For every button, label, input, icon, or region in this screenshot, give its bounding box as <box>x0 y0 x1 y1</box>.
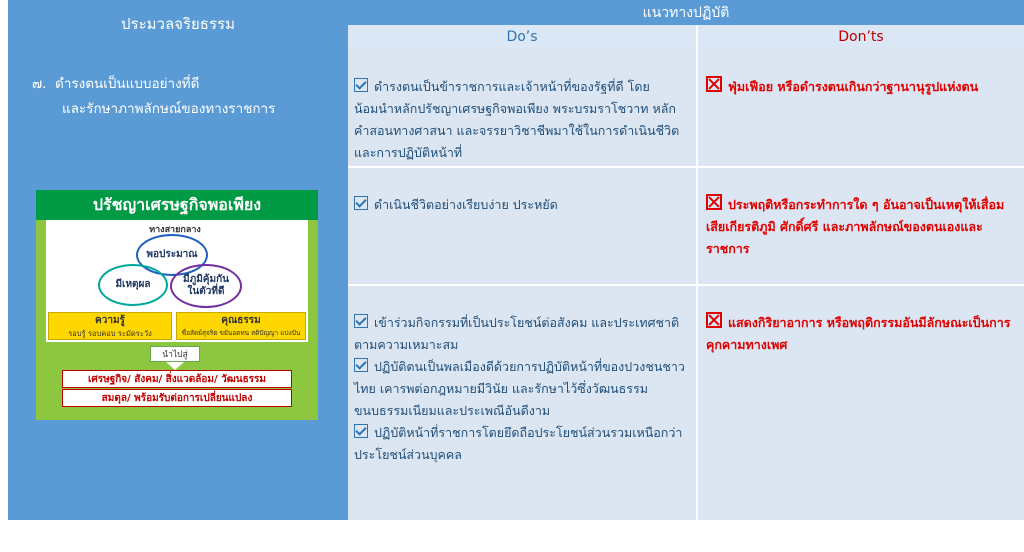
x-mark-icon <box>706 194 722 210</box>
dos-item-block <box>354 422 686 466</box>
checkbox-icon <box>354 424 368 438</box>
dos-header: Do’s <box>348 25 696 48</box>
virtue-box <box>176 312 306 340</box>
checkbox-icon <box>354 196 368 210</box>
knowledge-title: ความรู้ <box>95 315 125 326</box>
dos-item-block <box>354 312 686 356</box>
middle-path-label: ทางสายกลาง <box>149 225 201 235</box>
arrow-label: นำไปสู่ <box>162 350 188 360</box>
immunity-circle <box>170 264 242 308</box>
donts-header: Don’ts <box>697 25 1024 48</box>
leads-to-arrow <box>150 346 200 362</box>
dont-item: ประพฤติหรือกระทำการใด ๆ อันอาจเป็นเหตุให้เสื่อมเสียเกียรติภูมิ ศักดิ์ศรี และภาพลักษณ์ของตนเองและราชการ <box>706 197 1005 256</box>
result-box-2 <box>62 389 292 407</box>
checkbox-icon <box>354 358 368 372</box>
x-mark-icon <box>706 312 722 328</box>
result-box-1 <box>62 370 292 388</box>
reasonableness-circle <box>98 264 168 306</box>
reasonableness-label: มีเหตุผล <box>115 279 151 290</box>
diagram-title: ปรัชญาเศรษฐกิจพอเพียง <box>36 190 318 220</box>
row-divider-1 <box>348 166 1024 168</box>
dont-row-2 <box>706 194 1018 260</box>
virtue-desc: ซื่อสัตย์สุจริต ขยันอดทน สติปัญญา แบ่งปัน <box>181 329 301 337</box>
dos-row-2 <box>354 194 686 216</box>
dos-item: ปฏิบัติตนเป็นพลเมืองดีด้วยการปฏิบัติหน้าที่ของปวงชนชาวไทย เคารพต่อกฎหมายมีวินัย และรักษาไว้ซึ่งวัฒนธรรม ขนบธรรมเนียมและประเพณีอันดีงาม <box>354 359 685 418</box>
result-label-2: สมดุล/ พร้อมรับต่อการเปลี่ยนแปลง <box>101 392 253 404</box>
knowledge-desc: รอบรู้ รอบคอบ ระมัดระวัง <box>68 329 152 338</box>
dont-item: แสดงกิริยาอาการ หรือพฤติกรรมอันมีลักษณะเป็นการคุกคามทางเพศ <box>706 315 1011 352</box>
dos-row-1 <box>354 76 686 164</box>
dos-item: ปฏิบัติหน้าที่ราชการโดยยึดถือประโยชน์ส่วนรวมเหนือกว่าประโยชน์ส่วนบุคคล <box>354 425 683 462</box>
topic-line2: และรักษาภาพลักษณ์ของทางราชการ <box>62 101 276 117</box>
moderation-label: พอประมาณ <box>146 249 198 260</box>
row-divider-2 <box>348 284 1024 286</box>
dont-row-3 <box>706 312 1018 356</box>
dont-item: ฟุ่มเฟือย หรือดำรงตนเกินกว่าฐานานุรูปแห่งตน <box>728 79 979 94</box>
knowledge-box <box>48 312 172 340</box>
checkbox-icon <box>354 314 368 328</box>
arrow-down-icon <box>166 362 184 370</box>
principles-header: ประมวลจริยธรรม <box>8 0 348 48</box>
dos-row-3 <box>354 312 686 466</box>
topic-line1: ดำรงตนเป็นแบบอย่างที่ดี <box>55 76 200 92</box>
immunity-label: มีภูมิคุ้มกัน ในตัวที่ดี <box>183 274 229 297</box>
guidelines-header: แนวทางปฏิบัติ <box>348 0 1024 25</box>
result-label-1: เศรษฐกิจ/ สังคม/ สิ่งแวดล้อม/ วัฒนธรรม <box>87 373 267 385</box>
topic-item <box>32 72 332 122</box>
dont-row-1 <box>706 76 1018 98</box>
dos-item: เข้าร่วมกิจกรรมที่เป็นประโยชน์ต่อสังคม และประเทศชาติ ตามความเหมาะสม <box>354 315 680 352</box>
dos-item: ดำเนินชีวิตอย่างเรียบง่าย ประหยัด <box>374 197 558 212</box>
checkbox-icon <box>354 78 368 92</box>
virtue-title: คุณธรรม <box>221 315 261 326</box>
dos-item: ดำรงตนเป็นข้าราชการและเจ้าหน้าที่ของรัฐที่ดี โดยน้อมนำหลักปรัชญาเศรษฐกิจพอเพียง พระบรมราโชวาท หลักคำสอนทางศาสนา และจรรยาวิชาชีพมาใช้ในการดำเนินชีวิตและการปฏิบัติหน้าที่ <box>354 79 680 160</box>
topic-number: ๗. <box>32 76 47 92</box>
x-mark-icon <box>706 76 722 92</box>
dos-item-block <box>354 356 686 422</box>
